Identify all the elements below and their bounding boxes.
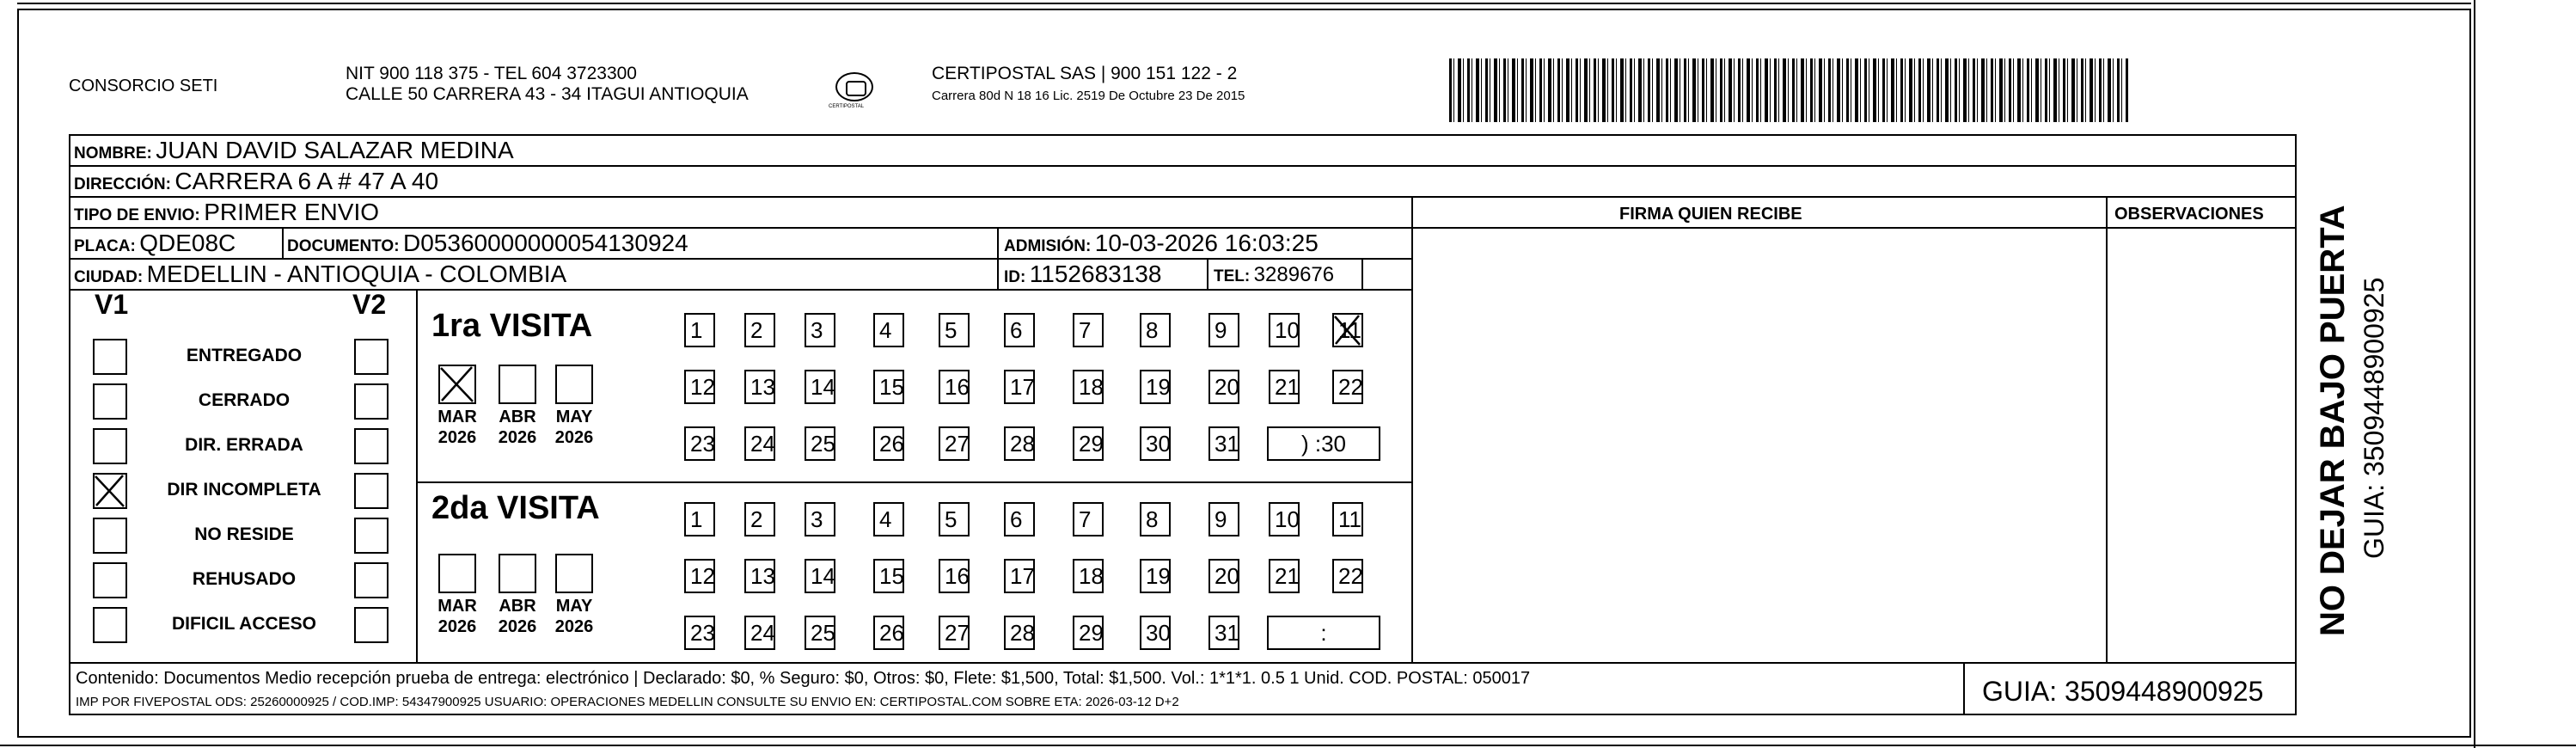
status-option-label: REHUSADO (192, 569, 297, 589)
second-visit-month-checkbox[interactable] (499, 554, 536, 593)
first-visit-day-box[interactable]: 4 (873, 313, 904, 347)
status-option-label: DIFICIL ACCESO (171, 614, 316, 634)
v2-checkbox[interactable] (354, 383, 389, 420)
first-visit-day-mark (1332, 313, 1363, 347)
company-nit-tel: NIT 900 118 375 - TEL 604 3723300 (346, 64, 637, 83)
first-visit-day-box[interactable]: 29 (1073, 426, 1104, 461)
certipostal-address: Carrera 80d N 18 16 Lic. 2519 De Octubre 23 De 2015 (932, 89, 1245, 103)
first-visit-day-box[interactable]: 3 (805, 313, 835, 347)
second-visit-day-box[interactable]: 6 (1004, 502, 1035, 536)
footer-guia: GUIA: 3509448900925 (1982, 676, 2264, 707)
first-visit-day-box[interactable]: 10 (1269, 313, 1300, 347)
second-visit-day-box[interactable]: 9 (1208, 502, 1239, 536)
observaciones-header: OBSERVACIONES (2114, 205, 2264, 224)
documento-row (287, 229, 688, 258)
first-visit-day-box[interactable]: 25 (805, 426, 835, 461)
second-visit-day-box[interactable]: 16 (939, 559, 970, 593)
first-visit-day-box[interactable]: 9 (1208, 313, 1239, 347)
second-visit-year-label: 2026 (498, 617, 537, 636)
col-line (1411, 196, 1413, 662)
col-line (282, 227, 284, 258)
first-visit-day-box[interactable]: 23 (684, 426, 715, 461)
v1-check-mark (93, 473, 127, 509)
second-visit-day-box[interactable]: 11 (1332, 502, 1363, 536)
v2-checkbox[interactable] (354, 339, 389, 375)
first-visit-day-box[interactable]: 15 (873, 370, 904, 404)
col-line (416, 289, 418, 662)
second-visit-day-box[interactable]: 20 (1208, 559, 1239, 593)
bottom-edge (0, 745, 2576, 746)
admision-label: ADMISIÓN: (1004, 237, 1092, 255)
first-visit-day-box[interactable]: 20 (1208, 370, 1239, 404)
v1-checkbox[interactable] (93, 339, 127, 375)
second-visit-day-box[interactable]: 18 (1073, 559, 1104, 593)
first-visit-time-box[interactable]: ) :30 (1267, 426, 1380, 461)
second-visit-month-checkbox[interactable] (555, 554, 593, 593)
imp-text: IMP POR FIVEPOSTAL ODS: 25260000925 / COD.IMP: 54347900925 USUARIO: OPERACIONES MEDELLIN CONSULTE SU ENVIO EN: CERTIPOSTAL.COM SOBRE ETA: 2026-03-12 D+2 (76, 695, 1179, 709)
first-visit-year-label: 2026 (437, 428, 477, 447)
v2-checkbox[interactable] (354, 428, 389, 464)
firma-header: FIRMA QUIEN RECIBE (1619, 205, 1802, 224)
second-visit-month-checkbox[interactable] (438, 554, 476, 593)
first-visit-day-box[interactable]: 6 (1004, 313, 1035, 347)
second-visit-day-box[interactable]: 25 (805, 616, 835, 650)
right-edge (2474, 0, 2475, 748)
first-visit-month-checkbox[interactable] (555, 365, 593, 404)
second-visit-month-label: MAY (555, 597, 593, 616)
first-visit-month-mark (438, 365, 476, 404)
admision-value: 10-03-2026 16:03:25 (1094, 230, 1319, 256)
first-visit-day-box[interactable]: 27 (939, 426, 970, 461)
second-visit-day-box[interactable]: 27 (939, 616, 970, 650)
tel-value: 3289676 (1253, 263, 1335, 286)
logo-text: CERTIPOSTAL (829, 104, 865, 109)
first-visit-day-box[interactable]: 13 (744, 370, 775, 404)
second-visit-year-label: 2026 (554, 617, 594, 636)
contenido-text: Contenido: Documentos Medio recepción prueba de entrega: electrónico | Declarado: $0, % Seguro: $0, Otros: $0, Flete: $1,500, Total: $1,500. Vol.: 1*1*1. 0.5 1 Unid. COD. POSTAL: 050017 (76, 669, 1531, 688)
visit-divider (416, 481, 1411, 483)
first-visit-day-box[interactable]: 2 (744, 313, 775, 347)
second-visit-day-box[interactable]: 10 (1269, 502, 1300, 536)
second-visit-day-box[interactable]: 13 (744, 559, 775, 593)
status-option-label: NO RESIDE (194, 524, 294, 544)
v1-checkbox[interactable] (93, 607, 127, 643)
second-visit-month-label: ABR (499, 597, 536, 616)
second-visit-day-box[interactable]: 12 (684, 559, 715, 593)
placa-value: QDE08C (139, 230, 236, 256)
second-visit-day-box[interactable]: 3 (805, 502, 835, 536)
first-visit-title: 1ra VISITA (431, 308, 593, 344)
certipostal-logo-icon (835, 72, 873, 101)
col-line (1361, 258, 1363, 289)
first-visit-day-box[interactable]: 16 (939, 370, 970, 404)
first-visit-day-box[interactable]: 22 (1332, 370, 1363, 404)
direccion-value: CARRERA 6 A # 47 A 40 (174, 168, 439, 194)
first-visit-day-box[interactable]: 5 (939, 313, 970, 347)
second-visit-day-box[interactable]: 14 (805, 559, 835, 593)
top-edge (17, 3, 2471, 4)
first-visit-month-label: MAR (437, 408, 477, 426)
second-visit-time-box[interactable]: : (1267, 616, 1380, 650)
tracking-barcode (1449, 58, 2128, 122)
id-label: ID: (1004, 268, 1026, 286)
col-line (2106, 196, 2108, 662)
row-line (69, 289, 1411, 291)
second-visit-day-box[interactable]: 23 (684, 616, 715, 650)
nombre-row (74, 136, 514, 165)
tipo-label: TIPO DE ENVIO: (74, 206, 200, 224)
nombre-value: JUAN DAVID SALAZAR MEDINA (156, 137, 514, 163)
first-visit-year-label: 2026 (498, 428, 537, 447)
col-line (997, 227, 999, 289)
status-option-label: DIR INCOMPLETA (167, 480, 321, 500)
v2-header: V2 (352, 289, 387, 320)
first-visit-day-box[interactable]: 8 (1140, 313, 1171, 347)
first-visit-month-label: ABR (499, 408, 536, 426)
first-visit-day-box[interactable]: 28 (1004, 426, 1035, 461)
ciudad-value: MEDELLIN - ANTIOQUIA - COLOMBIA (146, 261, 567, 287)
direccion-label: DIRECCIÓN: (74, 175, 171, 193)
second-visit-month-label: MAR (437, 597, 477, 616)
second-visit-day-box[interactable]: 31 (1208, 616, 1239, 650)
v1-checkbox[interactable] (93, 428, 127, 464)
v1-header: V1 (95, 289, 129, 320)
first-visit-day-box[interactable]: 11 (1332, 313, 1363, 347)
second-visit-day-box[interactable]: 29 (1073, 616, 1104, 650)
col-line (1207, 258, 1208, 289)
second-visit-day-box[interactable]: 30 (1140, 616, 1171, 650)
documento-label: DOCUMENTO: (287, 237, 400, 255)
company-name: CONSORCIO SETI (69, 77, 218, 95)
first-visit-day-box[interactable]: 7 (1073, 313, 1104, 347)
v2-checkbox[interactable] (354, 562, 389, 598)
first-visit-day-box[interactable]: 19 (1140, 370, 1171, 404)
first-visit-day-box[interactable]: 21 (1269, 370, 1300, 404)
id-row (1004, 260, 1161, 289)
admision-row (1004, 229, 1319, 258)
first-visit-day-box[interactable]: 12 (684, 370, 715, 404)
second-visit-day-box[interactable]: 22 (1332, 559, 1363, 593)
first-visit-day-box[interactable]: 30 (1140, 426, 1171, 461)
id-value: 1152683138 (1029, 261, 1162, 287)
second-visit-day-box[interactable]: 7 (1073, 502, 1104, 536)
ciudad-row (74, 260, 566, 289)
second-visit-day-box[interactable]: 1 (684, 502, 715, 536)
second-visit-title: 2da VISITA (431, 490, 600, 526)
second-visit-day-box[interactable]: 4 (873, 502, 904, 536)
v2-checkbox[interactable] (354, 473, 389, 509)
tipo-value: PRIMER ENVIO (204, 199, 380, 225)
tel-label: TEL: (1214, 267, 1251, 285)
second-visit-day-box[interactable]: 8 (1140, 502, 1171, 536)
v1-checkbox[interactable] (93, 518, 127, 554)
second-visit-year-label: 2026 (437, 617, 477, 636)
v1-checkbox[interactable] (93, 383, 127, 420)
first-visit-day-box[interactable]: 31 (1208, 426, 1239, 461)
first-visit-day-box[interactable]: 1 (684, 313, 715, 347)
first-visit-day-box[interactable]: 14 (805, 370, 835, 404)
status-option-label: CERRADO (198, 390, 291, 410)
second-visit-day-box[interactable]: 17 (1004, 559, 1035, 593)
certipostal-name: CERTIPOSTAL SAS | 900 151 122 - 2 (932, 64, 1238, 83)
tipo-row (74, 198, 379, 227)
tel-row (1214, 263, 1334, 287)
first-visit-day-box[interactable]: 24 (744, 426, 775, 461)
direccion-row (74, 167, 438, 196)
row-line (69, 196, 2297, 198)
ciudad-label: CIUDAD: (74, 268, 144, 286)
second-visit-day-box[interactable]: 19 (1140, 559, 1171, 593)
status-option-label: DIR. ERRADA (185, 435, 303, 455)
second-visit-day-box[interactable]: 26 (873, 616, 904, 650)
form-box (69, 134, 2297, 715)
v2-checkbox[interactable] (354, 607, 389, 643)
first-visit-day-box[interactable]: 26 (873, 426, 904, 461)
first-visit-year-label: 2026 (554, 428, 594, 447)
status-option-label: ENTREGADO (186, 346, 303, 365)
v2-checkbox[interactable] (354, 518, 389, 554)
second-visit-day-box[interactable]: 21 (1269, 559, 1300, 593)
first-visit-month-label: MAY (555, 408, 593, 426)
second-visit-day-box[interactable]: 2 (744, 502, 775, 536)
v1-checkbox[interactable] (93, 562, 127, 598)
placa-label: PLACA: (74, 237, 136, 255)
first-visit-day-box[interactable]: 18 (1073, 370, 1104, 404)
nombre-label: NOMBRE: (74, 144, 152, 162)
second-visit-day-box[interactable]: 28 (1004, 616, 1035, 650)
second-visit-day-box[interactable]: 5 (939, 502, 970, 536)
second-visit-day-box[interactable]: 24 (744, 616, 775, 650)
first-visit-month-checkbox[interactable] (499, 365, 536, 404)
col-line (1963, 662, 1965, 715)
placa-row (74, 229, 236, 258)
first-visit-day-box[interactable]: 17 (1004, 370, 1035, 404)
side-warning: NO DEJAR BAJO PUERTA (2314, 205, 2352, 636)
second-visit-day-box[interactable]: 15 (873, 559, 904, 593)
side-guia: GUIA: 3509448900925 (2359, 277, 2389, 559)
documento-value: D05360000000054130924 (403, 230, 688, 256)
company-address: CALLE 50 CARRERA 43 - 34 ITAGUI ANTIOQUIA (346, 84, 749, 104)
